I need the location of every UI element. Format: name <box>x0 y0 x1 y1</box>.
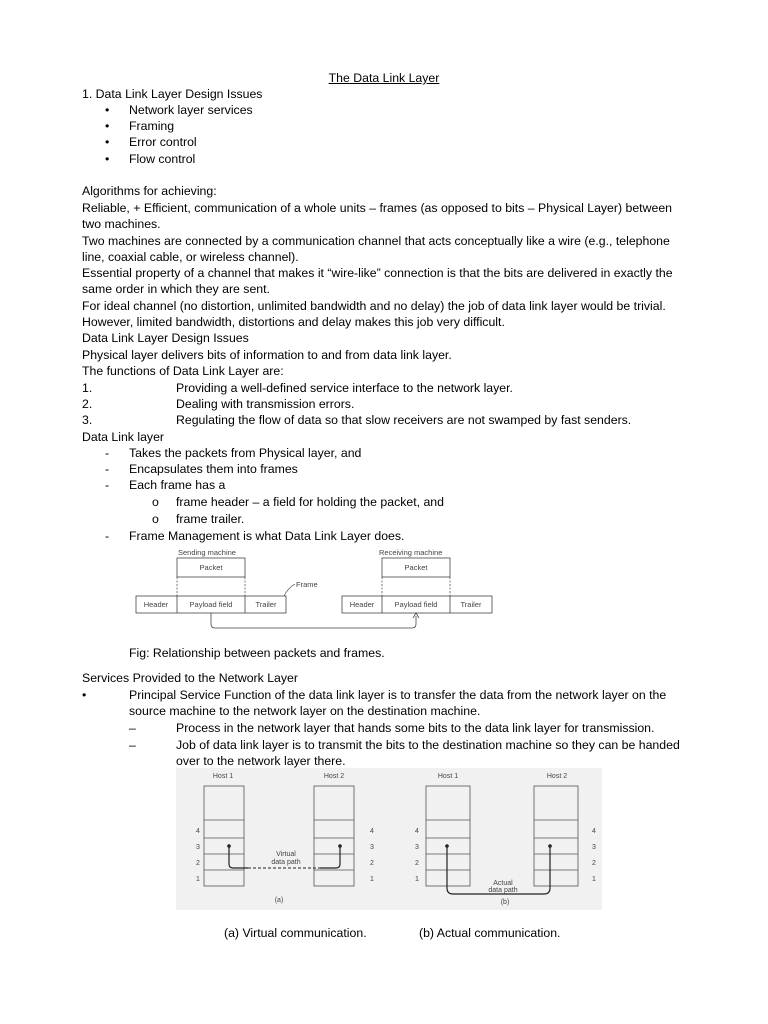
list-item: Takes the packets from Physical layer, and <box>129 446 362 460</box>
trailer-label: Trailer <box>460 600 482 609</box>
layer-label: 3 <box>196 844 200 851</box>
packet-frame-figure <box>130 544 500 634</box>
paragraph-line: For ideal channel (no distortion, unlimited bandwidth and no delay) the job of data link layer would be trivial. <box>82 299 666 313</box>
layer-label: 4 <box>370 828 374 835</box>
paragraph-line: line, coaxial cable, or wireless channel). <box>82 250 299 264</box>
layer-label: 4 <box>415 828 419 835</box>
payload-label: Payload field <box>189 600 233 609</box>
paragraph-line: two machines. <box>82 217 161 231</box>
layer-label: 2 <box>196 860 200 867</box>
header-label: Header <box>349 600 375 609</box>
services-line: source machine to the network layer on the destination machine. <box>129 704 481 718</box>
communication-figure <box>176 768 602 910</box>
dll-heading: Data Link layer <box>82 430 165 444</box>
list-item: Encapsulates them into frames <box>129 462 298 476</box>
figure2-caption-a: (a) Virtual communication. <box>224 926 367 940</box>
actual-path-label: Actual <box>493 880 513 887</box>
host2-label: Host 2 <box>546 773 568 780</box>
label-a: (a) <box>274 897 284 904</box>
bullet-glyph: • <box>105 103 110 117</box>
label-b: (b) <box>500 899 510 906</box>
figure2-caption-b: (b) Actual communication. <box>419 926 561 940</box>
layer-label: 2 <box>415 860 419 867</box>
sub-bullet-glyph: o <box>152 495 159 509</box>
layer-label: 1 <box>196 876 200 883</box>
layer-label: 3 <box>592 844 596 851</box>
paragraph-line: Reliable, + Efficient, communication of a whole units – frames (as opposed to bits – Physical Layer) between <box>82 201 672 215</box>
layer-label: 3 <box>370 844 374 851</box>
figure1-caption: Fig: Relationship between packets and frames. <box>129 646 385 660</box>
layer-label: 4 <box>592 828 596 835</box>
paragraph-line: However, limited bandwidth, distortions and delay makes this job very difficult. <box>82 315 505 329</box>
trailer-label: Trailer <box>255 600 277 609</box>
bullet-glyph: • <box>105 152 110 166</box>
paragraph-line: Two machines are connected by a communication channel that acts conceptually like a wire (e.g., telephone <box>82 234 670 248</box>
services-heading: Services Provided to the Network Layer <box>82 671 298 685</box>
section1-heading: 1. Data Link Layer Design Issues <box>82 87 263 101</box>
layer-label: 4 <box>196 828 200 835</box>
function-text: Regulating the flow of data so that slow receivers are not swamped by fast senders. <box>176 413 632 427</box>
payload-label: Payload field <box>394 600 438 609</box>
layer-label: 2 <box>592 860 596 867</box>
services-sub-line: over to the network layer there. <box>176 754 346 768</box>
function-number: 3. <box>82 413 93 427</box>
services-sub-line: Job of data link layer is to transmit the bits to the destination machine so they can be handed <box>176 738 680 752</box>
list-item: Network layer services <box>129 103 253 117</box>
dash-glyph: - <box>105 478 110 492</box>
virtual-path-label: data path <box>271 859 301 866</box>
paragraph-line: Data Link Layer Design Issues <box>82 331 249 345</box>
paragraph-line: same order in which they are sent. <box>82 282 270 296</box>
layer-label: 1 <box>415 876 419 883</box>
list-item: Error control <box>129 135 197 149</box>
actual-path-label: data path <box>488 887 518 894</box>
sub-list-item: frame trailer. <box>176 512 245 526</box>
list-item: Each frame has a <box>129 478 226 492</box>
dash-glyph: – <box>129 738 136 752</box>
host1-label: Host 1 <box>437 773 459 780</box>
packet-label: Packet <box>199 563 223 572</box>
layer-label: 3 <box>415 844 419 851</box>
list-item: Flow control <box>129 152 196 166</box>
function-number: 1. <box>82 381 93 395</box>
frame-label: Frame <box>296 580 318 589</box>
host2-label: Host 2 <box>323 773 345 780</box>
dash-glyph: – <box>129 721 136 735</box>
function-number: 2. <box>82 397 93 411</box>
paragraph-line: Essential property of a channel that makes it “wire-like” connection is that the bits are delivered in exactly the <box>82 266 673 280</box>
receiving-machine-label: Receiving machine <box>379 548 443 557</box>
layer-label: 1 <box>370 876 374 883</box>
paragraph-line: Physical layer delivers bits of information to and from data link layer. <box>82 348 452 362</box>
page-title: The Data Link Layer <box>328 71 440 85</box>
dash-glyph: - <box>105 462 110 476</box>
function-text: Providing a well-defined service interface to the network layer. <box>176 381 513 395</box>
sub-bullet-glyph: o <box>152 512 159 526</box>
dash-glyph: - <box>105 529 110 543</box>
sub-list-item: frame header – a field for holding the packet, and <box>176 495 444 509</box>
sending-machine-label: Sending machine <box>178 548 236 557</box>
list-item: Framing <box>129 119 175 133</box>
bullet-glyph: • <box>82 688 87 702</box>
dash-glyph: - <box>105 446 110 460</box>
frame-pointer <box>284 584 295 596</box>
packet-label: Packet <box>404 563 428 572</box>
layer-label: 1 <box>592 876 596 883</box>
frame-transfer-arrow <box>211 613 416 628</box>
paragraph-line: The functions of Data Link Layer are: <box>82 364 284 378</box>
bullet-glyph: • <box>105 135 110 149</box>
header-label: Header <box>143 600 169 609</box>
host1-label: Host 1 <box>212 773 234 780</box>
list-item: Frame Management is what Data Link Layer does. <box>129 529 405 543</box>
bullet-glyph: • <box>105 119 110 133</box>
services-line: Principal Service Function of the data link layer is to transfer the data from the network layer on the <box>129 688 667 702</box>
algorithms-heading: Algorithms for achieving: <box>82 184 217 198</box>
virtual-path-label: Virtual <box>276 851 296 858</box>
layer-label: 2 <box>370 860 374 867</box>
function-text: Dealing with transmission errors. <box>176 397 355 411</box>
services-sub-line: Process in the network layer that hands some bits to the data link layer for transmission. <box>176 721 655 735</box>
